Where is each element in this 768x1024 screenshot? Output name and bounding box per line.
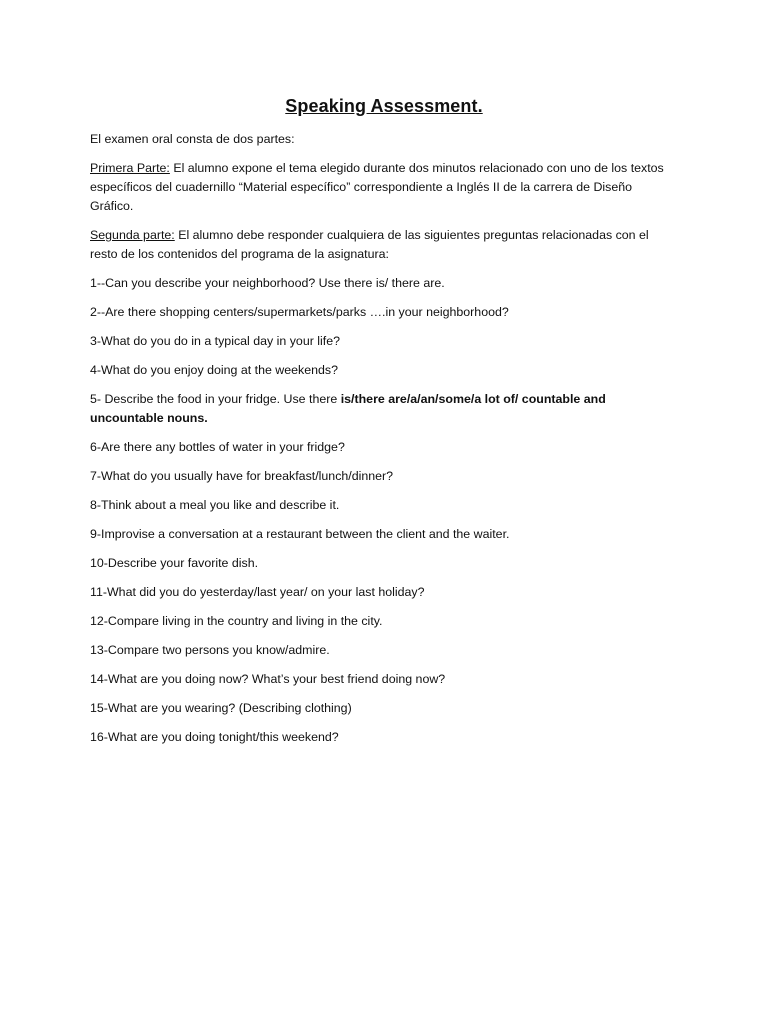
question-11: 11-What did you do yesterday/last year/ on your last holiday? — [90, 585, 425, 599]
question-4: 4-What do you enjoy doing at the weekends? — [90, 363, 338, 377]
question-16: 16-What are you doing tonight/this weekend? — [90, 730, 339, 744]
question-13: 13-Compare two persons you know/admire. — [90, 643, 330, 657]
question-12: 12-Compare living in the country and living in the city. — [90, 614, 383, 628]
document-body — [90, 130, 670, 757]
question-2: 2--Are there shopping centers/supermarkets/parks ….in your neighborhood? — [90, 305, 509, 319]
question-9: 9-Improvise a conversation at a restaurant between the client and the waiter. — [90, 527, 510, 541]
question-3: 3-What do you do in a typical day in your life? — [90, 334, 341, 348]
question-5-bold-text: is/there are/a/an/some/a lot of/ countable and uncountable nouns. — [90, 392, 606, 425]
segunda-parte-label: Segunda parte: — [90, 228, 175, 242]
question-7: 7-What do you usually have for breakfast/lunch/dinner? — [90, 469, 394, 483]
question-15: 15-What are you wearing? (Describing clothing) — [90, 701, 352, 715]
question-8: 8-Think about a meal you like and describe it. — [90, 498, 340, 512]
question-1: 1--Can you describe your neighborhood? Use there is/ there are. — [90, 276, 445, 290]
segunda-parte-text: El alumno debe responder cualquiera de las siguientes preguntas relacionadas con el resto de los contenidos del programa de la asignatura: — [90, 228, 649, 261]
question-10: 10-Describe your favorite dish. — [90, 556, 259, 570]
segunda-parte-paragraph — [90, 226, 670, 264]
primera-parte-text: El alumno expone el tema elegido durante dos minutos relacionado con uno de los textos específicos del cuadernillo “Material específico” correspondiente a Inglés II de la carrera de Diseño Gráfico. — [90, 161, 664, 213]
primera-parte-paragraph — [90, 159, 670, 216]
primera-parte-label: Primera Parte: — [90, 161, 170, 175]
page-title: Speaking Assessment. — [285, 96, 483, 116]
intro-paragraph: El examen oral consta de dos partes: — [90, 132, 295, 146]
question-6: 6-Are there any bottles of water in your fridge? — [90, 440, 345, 454]
question-5 — [90, 390, 670, 428]
question-14: 14-What are you doing now? What’s your best friend doing now? — [90, 672, 446, 686]
question-5-text: 5- Describe the food in your fridge. Use there — [90, 392, 341, 406]
